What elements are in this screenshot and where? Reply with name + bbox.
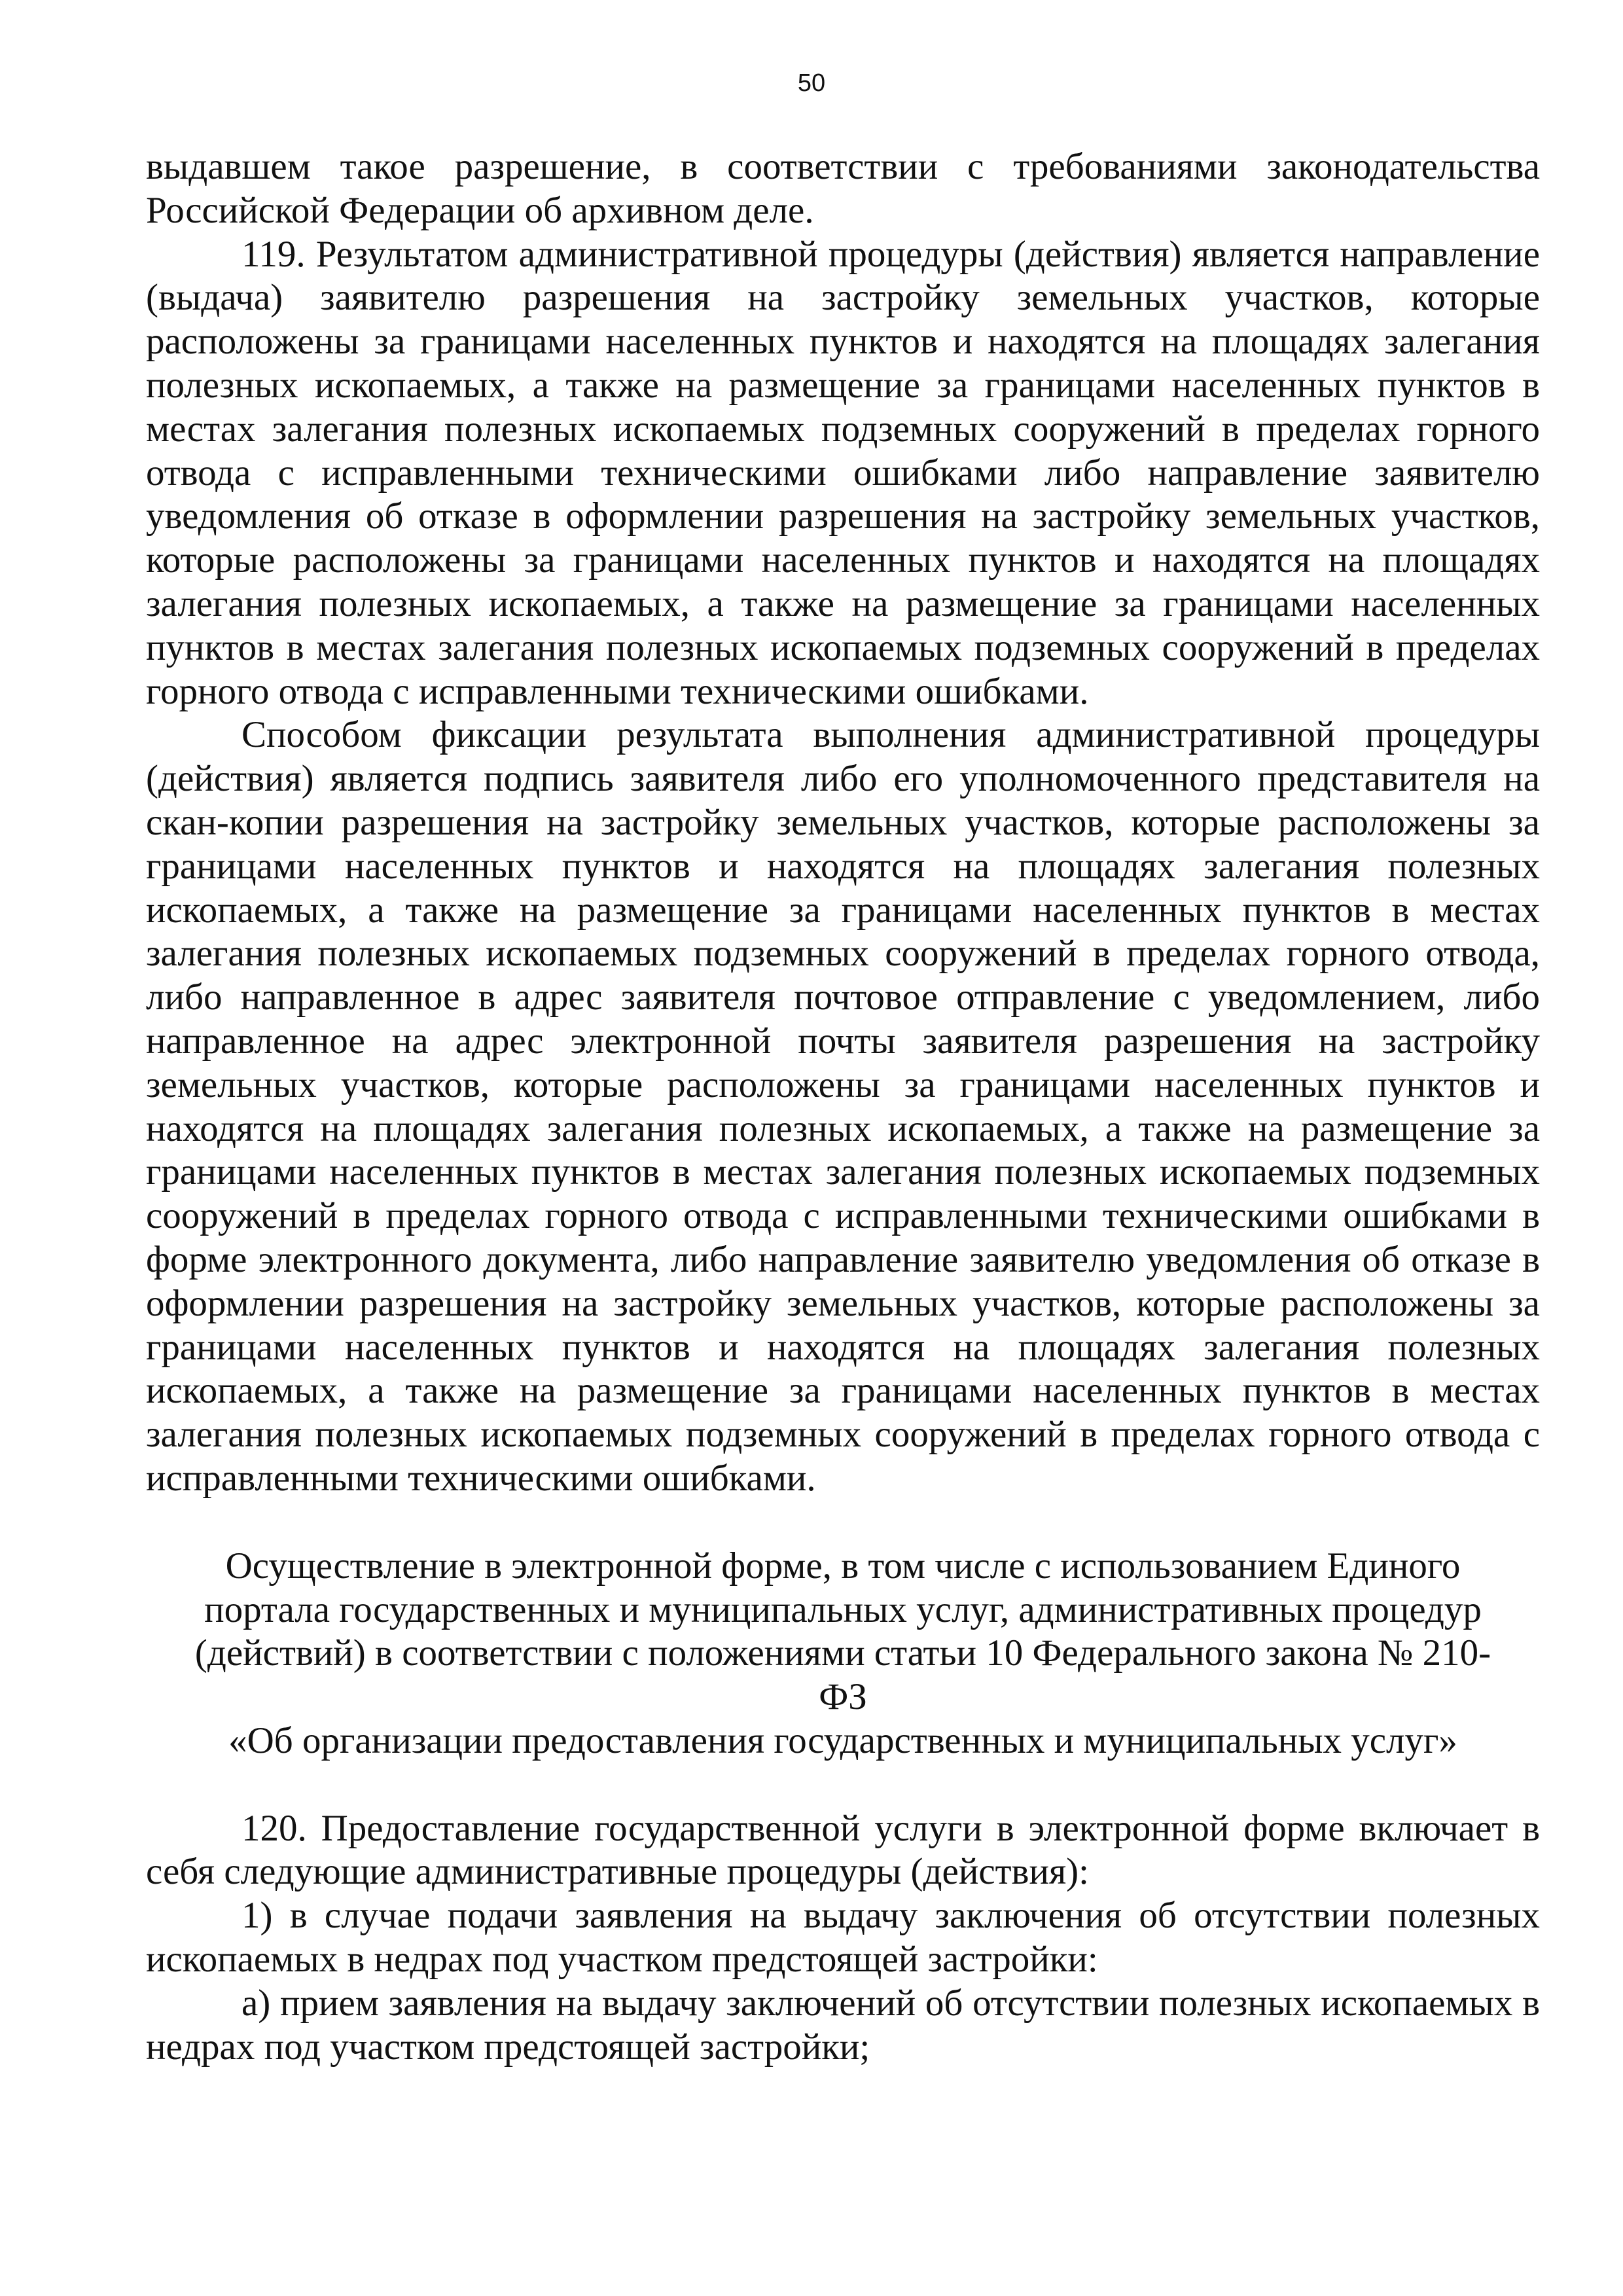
paragraph-119: 119. Результатом административной процедуры (действия) является направление (выдача) заявителю разрешения на застройку земельных участков, которые расположены за границами населенных пунктов и находятся на площадях залегания полезных ископаемых, а также на размещение за границами населенных пунктов в местах залегания полезных ископаемых подземных сооружений в пределах горного отвода с исправленными техническими ошибками либо направление заявителю уведомления об отказе в оформлении разрешения на застройку земельных участков, которые расположены за границами населенных пунктов и находятся на площадях залегания полезных ископаемых, а также на размещение за границами населенных пунктов в местах залегания полезных ископаемых подземных сооружений в пределах горного отвода с исправленными техническими ошибками.	[146, 233, 1540, 712]
page-number: 50	[797, 69, 826, 97]
section-heading	[146, 1545, 1540, 1763]
paragraph-120: 120. Предоставление государственной услуги в электронной форме включает в себя следующие административные процедуры (действия):	[146, 1807, 1540, 1893]
heading-line: «Об организации предоставления государственных и муниципальных услуг»	[228, 1719, 1457, 1761]
paragraph-continuation: выдавшем такое разрешение, в соответствии с требованиями законодательства Российской Федерации об архивном деле.	[146, 146, 1540, 231]
paragraph-fixation: Способом фиксации результата выполнения административной процедуры (действия) является подпись заявителя либо его уполномоченного представителя на скан-копии разрешения на застройку земельных участков, которые расположены за границами населенных пунктов и находятся на площадях залегания полезных ископаемых, а также на размещение за границами населенных пунктов в местах залегания полезных ископаемых подземных сооружений в пределах горного отвода, либо направленное в адрес заявителя почтовое отправление с уведомлением, либо направленное на адрес электронной почты заявителя разрешения на застройку земельных участков, которые расположены за границами населенных пунктов и находятся на площадях залегания полезных ископаемых, а также на размещение за границами населенных пунктов в местах залегания полезных ископаемых подземных сооружений в пределах горного отвода с исправленными техническими ошибками в форме электронного документа, либо направление заявителю уведомления об отказе в оформлении разрешения на застройку земельных участков, которые расположены за границами населенных пунктов и находятся на площадях залегания полезных ископаемых, а также на размещение за границами населенных пунктов в местах залегания полезных ископаемых подземных сооружений в пределах горного отвода с исправленными техническими ошибками.	[146, 714, 1540, 1499]
heading-line: портала государственных и муниципальных услуг, административных процедур	[204, 1588, 1482, 1630]
paragraph-120-item-1: 1) в случае подачи заявления на выдачу заключения об отсутствии полезных ископаемых в недрах под участком предстоящей застройки:	[146, 1895, 1540, 1981]
paragraph-120-item-1-a: а) прием заявления на выдачу заключений об отсутствии полезных ископаемых в недрах под участком предстоящей застройки;	[146, 1982, 1540, 2068]
heading-line: (действий) в соответствии с положениями статьи 10 Федерального закона № 210-ФЗ	[194, 1632, 1491, 1718]
heading-line: Осуществление в электронной форме, в том числе с использованием Единого	[225, 1545, 1461, 1587]
document-body	[146, 145, 1540, 2069]
